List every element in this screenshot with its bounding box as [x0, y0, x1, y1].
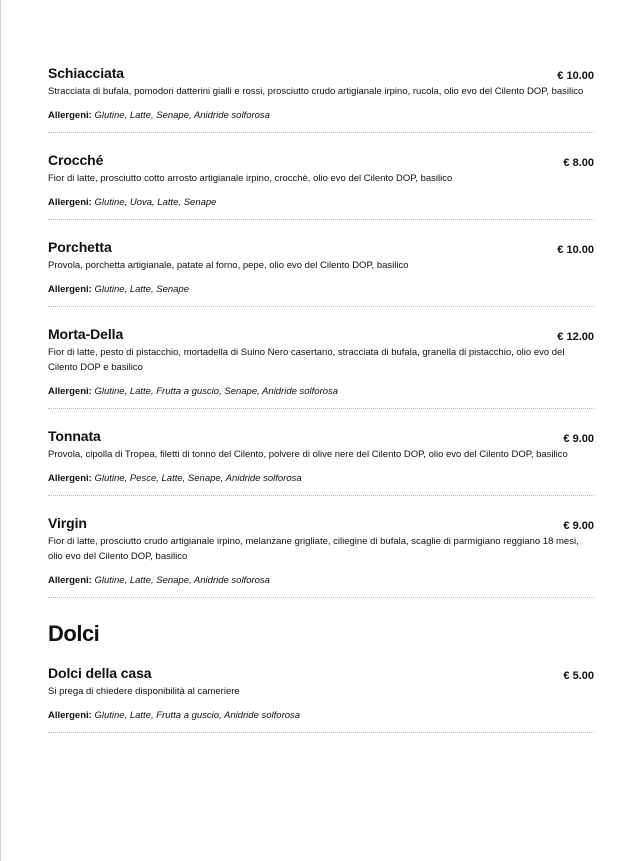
- menu-item-header: [48, 151, 594, 171]
- allergens-list: Glutine, Latte, Senape, Anidride solforosa: [94, 110, 270, 121]
- menu-item-price: € 10.00: [557, 244, 594, 256]
- allergens-label: Allergeni:: [48, 386, 92, 397]
- allergens-label: Allergeni:: [48, 197, 92, 208]
- allergens-label: Allergeni:: [48, 473, 92, 484]
- menu-item-price: € 9.00: [563, 520, 594, 532]
- menu-item-description: Provola, porchetta artigianale, patate al forno, pepe, olio evo del Cilento DOP, basilico: [48, 260, 409, 271]
- menu-item-allergens: [48, 283, 594, 306]
- menu-item-morta-della: [48, 325, 594, 409]
- menu-item-virgin: [48, 514, 594, 598]
- menu-item-description: Stracciata di bufala, pomodori datterini gialli e rossi, prosciutto crudo artigianale irpino, rucola, olio evo del Cilento DOP, basilico: [48, 86, 584, 97]
- menu-item-allergens: [48, 385, 594, 408]
- allergens-label: Allergeni:: [48, 575, 92, 586]
- menu-item-description: Fior di latte, prosciutto cotto arrosto artigianale irpino, crocchè, olio evo del Cilento DOP, basilico: [48, 173, 453, 184]
- allergens-label: Allergeni:: [48, 710, 92, 721]
- allergens-list: Glutine, Latte, Frutta a guscio, Anidride solforosa: [94, 710, 301, 721]
- menu-item-price: € 9.00: [563, 433, 594, 445]
- menu-item-crocche: [48, 151, 594, 220]
- page-left-border: [0, 0, 1, 861]
- allergens-label: Allergeni:: [48, 284, 92, 295]
- menu-item-header: [48, 427, 594, 447]
- menu-item-name: Schiacciata: [48, 65, 124, 81]
- menu-item-header: [48, 64, 594, 84]
- menu-item-name: Tonnata: [48, 428, 101, 444]
- menu-item-description: Fior di latte, pesto di pistacchio, mortadella di Suino Nero casertano, stracciata di bufala, granella di pistacchio, olio evo del Cilento DOP e basilico: [48, 347, 565, 373]
- menu-item-name: Morta-Della: [48, 326, 124, 342]
- allergens-list: Glutine, Pesce, Latte, Senape, Anidride solforosa: [94, 473, 302, 484]
- menu-item-name: Porchetta: [48, 239, 112, 255]
- menu-item-allergens: [48, 472, 594, 495]
- menu-item-dolci-della-casa: [48, 664, 594, 733]
- menu-item-price: € 8.00: [563, 157, 594, 169]
- menu-item-header: [48, 325, 594, 345]
- menu-item-allergens: [48, 196, 594, 219]
- allergens-list: Glutine, Uova, Latte, Senape: [94, 197, 217, 208]
- menu-item-header: [48, 514, 594, 534]
- menu-item-schiacciata: [48, 64, 594, 133]
- allergens-list: Glutine, Latte, Frutta a guscio, Senape, Anidride solforosa: [94, 386, 339, 397]
- menu-list: [48, 64, 594, 733]
- allergens-label: Allergeni:: [48, 110, 92, 121]
- menu-item-tonnata: [48, 427, 594, 496]
- menu-item-price: € 10.00: [557, 70, 594, 82]
- menu-item-name: Virgin: [48, 515, 87, 531]
- menu-item-description: Si prega di chiedere disponibilità al cameriere: [48, 686, 240, 697]
- menu-item-header: [48, 664, 594, 684]
- menu-item-description: Provola, cipolla di Tropea, filetti di tonno del Cilento, polvere di olive nere del Cilento DOP, olio evo del Cilento DOP, basilico: [48, 449, 568, 460]
- allergens-list: Glutine, Latte, Senape, Anidride solforosa: [94, 575, 270, 586]
- menu-item-allergens: [48, 574, 594, 597]
- menu-item-price: € 12.00: [557, 331, 594, 343]
- section-title-dolci: Dolci: [48, 621, 100, 646]
- menu-item-name: Crocché: [48, 152, 104, 168]
- menu-item-name: Dolci della casa: [48, 665, 152, 681]
- menu-item-allergens: [48, 709, 594, 732]
- menu-item-price: € 5.00: [563, 670, 594, 682]
- menu-item-porchetta: [48, 238, 594, 307]
- menu-item-description: Fior di latte, prosciutto crudo artigianale irpino, melanzane grigliate, ciliegine di bufala, scaglie di parmigiano reggiano 18 mesi, olio evo del Cilento DOP, basilico: [48, 536, 579, 562]
- menu-item-header: [48, 238, 594, 258]
- menu-item-allergens: [48, 109, 594, 132]
- allergens-list: Glutine, Latte, Senape: [94, 284, 189, 295]
